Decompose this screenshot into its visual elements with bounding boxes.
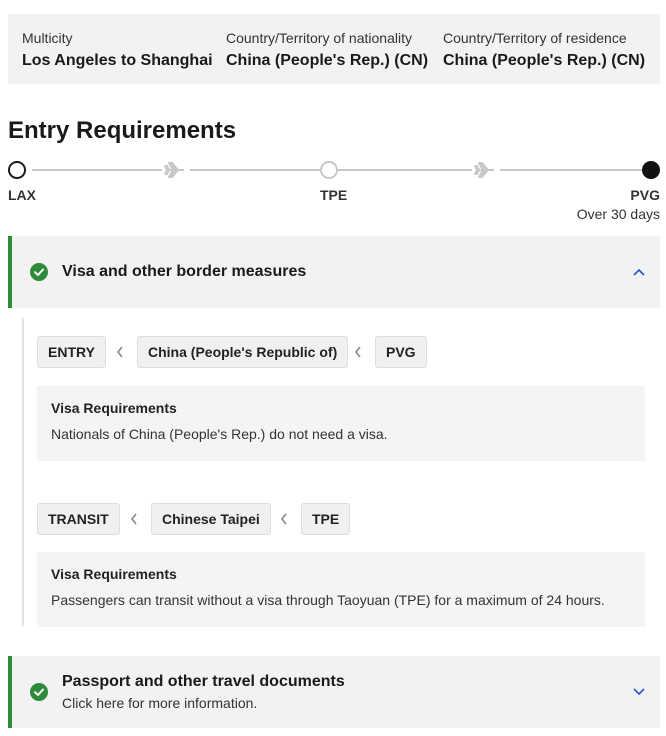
plane-icon — [474, 161, 496, 179]
check-circle-icon — [30, 263, 48, 281]
passport-section-header[interactable] — [8, 656, 660, 728]
visa-section-details-rail — [22, 318, 24, 626]
timeline-segment — [32, 169, 162, 171]
entry-crumb-type: ENTRY — [37, 336, 106, 368]
page-title: Entry Requirements — [8, 117, 237, 144]
entry-visa-requirements — [37, 386, 645, 461]
passport-section-subtitle[interactable]: Click here for more information. — [62, 695, 258, 711]
transit-crumb-airport: TPE — [301, 503, 350, 535]
passport-section-title: Passport and other travel documents — [62, 673, 345, 690]
residence-value: China (People's Rep.) (CN) — [443, 52, 646, 69]
route-timeline — [0, 158, 666, 228]
chevron-up-icon[interactable] — [632, 267, 646, 277]
visa-section-title: Visa and other border measures — [62, 263, 307, 280]
trip-type-label: Multicity — [22, 30, 73, 46]
chevron-left-icon — [354, 346, 362, 358]
timeline-segment — [190, 169, 320, 171]
check-circle-icon — [30, 683, 48, 701]
transit-visa-requirements — [37, 552, 645, 627]
timeline-stop-lax — [8, 161, 26, 179]
stay-duration: Over 30 days — [576, 206, 660, 222]
entry-req-text: Nationals of China (People's Rep.) do not need a visa. — [51, 426, 388, 442]
transit-crumb-country: Chinese Taipei — [151, 503, 271, 535]
trip-summary-nationality — [226, 30, 428, 71]
timeline-code-tpe: TPE — [320, 187, 348, 203]
nationality-value: China (People's Rep.) (CN) — [226, 52, 429, 69]
timeline-code-pvg: PVG — [630, 187, 660, 203]
trip-summary-trip — [22, 30, 213, 71]
trip-route-value: Los Angeles to Shanghai — [22, 52, 213, 69]
transit-crumb-type: TRANSIT — [37, 503, 120, 535]
chevron-left-icon — [280, 513, 288, 525]
timeline-code-lax: LAX — [8, 187, 36, 203]
chevron-down-icon[interactable] — [632, 687, 646, 697]
transit-req-title: Visa Requirements — [51, 566, 177, 582]
entry-crumb-country: China (People's Republic of) — [137, 336, 348, 368]
transit-breadcrumb — [37, 503, 367, 535]
timeline-segment — [500, 169, 642, 171]
timeline-segment — [338, 169, 472, 171]
entry-breadcrumb — [37, 336, 437, 368]
chevron-left-icon — [130, 513, 138, 525]
plane-icon — [164, 161, 186, 179]
nationality-label: Country/Territory of nationality — [226, 30, 412, 46]
entry-req-title: Visa Requirements — [51, 400, 177, 416]
trip-summary-residence — [443, 30, 645, 71]
residence-label: Country/Territory of residence — [443, 30, 627, 46]
chevron-left-icon — [116, 346, 124, 358]
timeline-stop-tpe — [320, 161, 338, 179]
transit-req-text: Passengers can transit without a visa through Taoyuan (TPE) for a maximum of 24 hours. — [51, 592, 605, 608]
visa-section-header[interactable] — [8, 236, 660, 308]
entry-crumb-airport: PVG — [375, 336, 427, 368]
trip-summary — [8, 14, 660, 84]
timeline-stop-pvg — [642, 161, 660, 179]
